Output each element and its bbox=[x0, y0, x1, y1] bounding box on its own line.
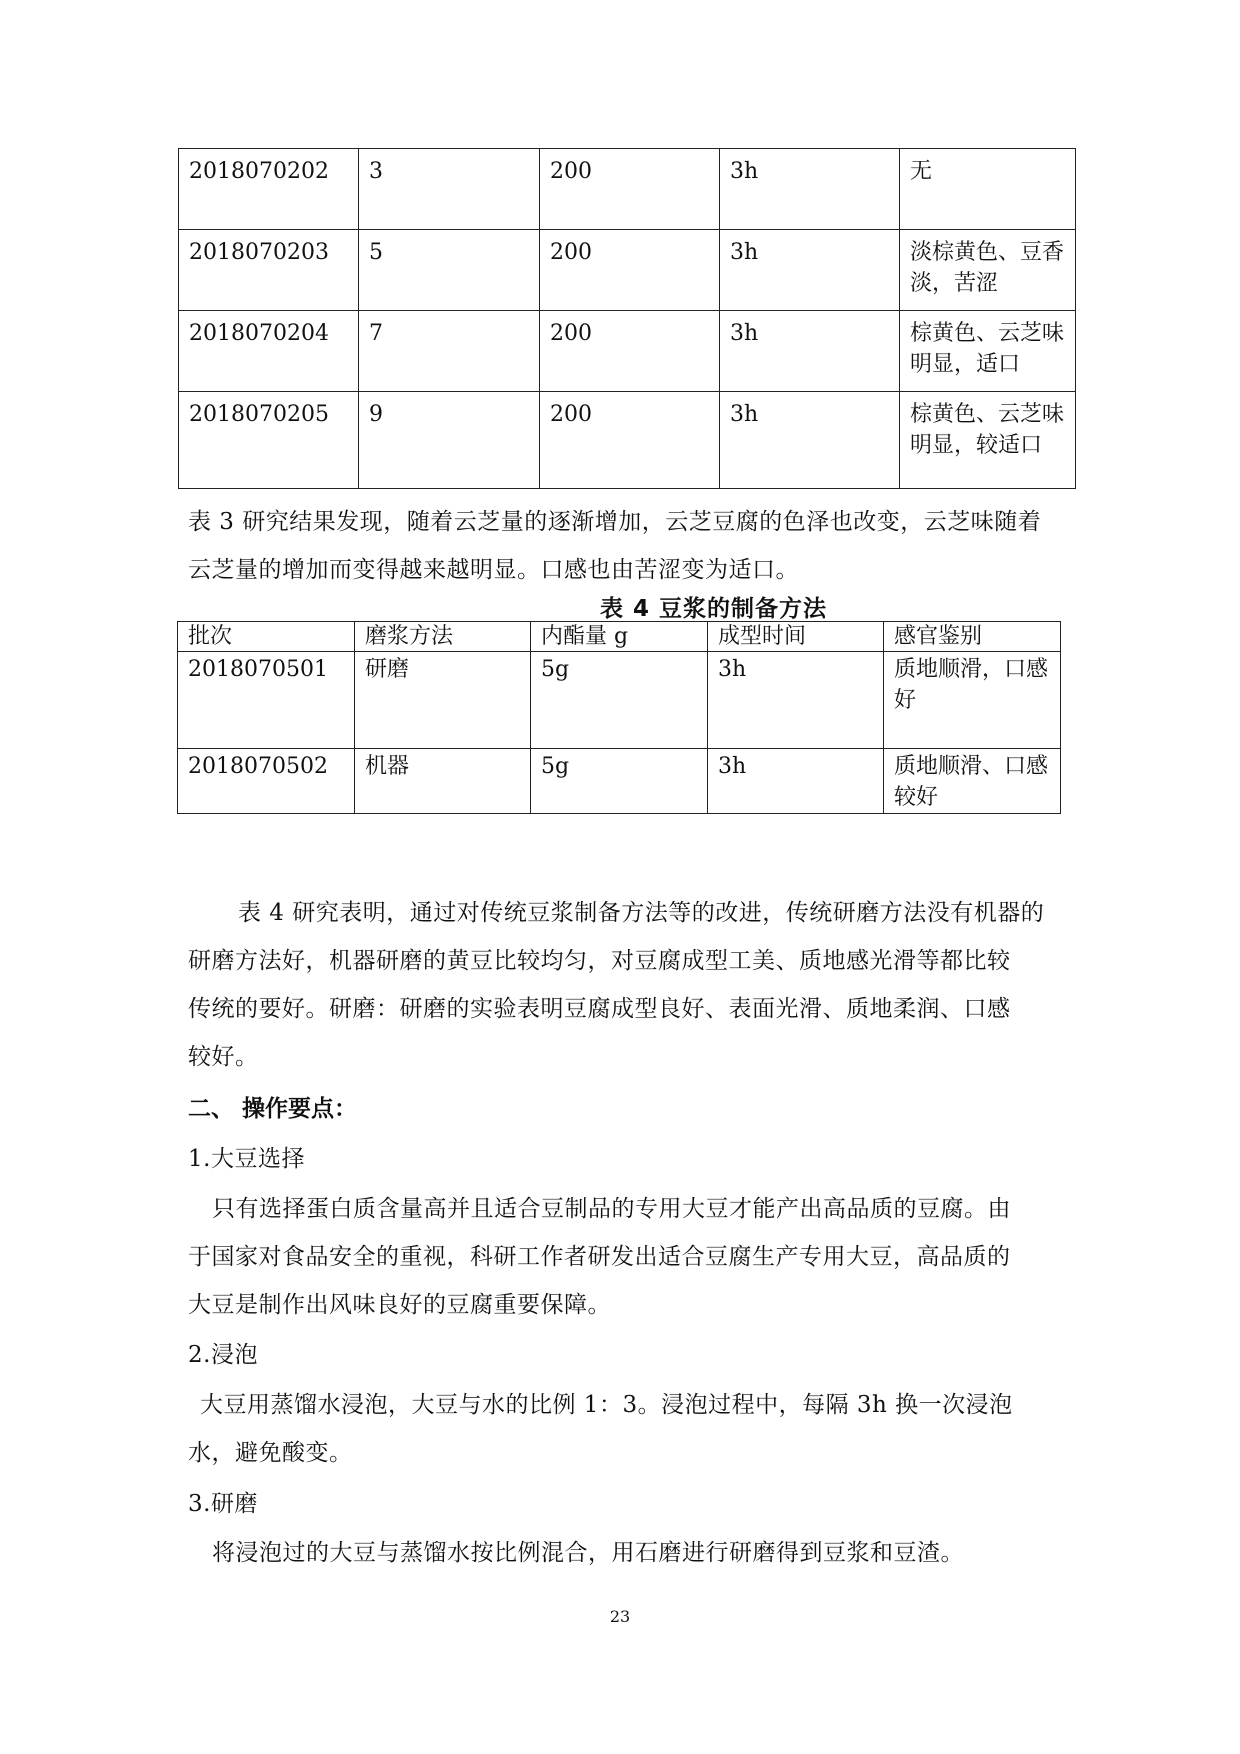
table-cell: 2018070205 bbox=[179, 392, 359, 489]
table-cell: 2018070202 bbox=[179, 149, 359, 230]
table-3-note-line: 云芝量的增加而变得越来越明显。口感也由苦涩变为适口。 bbox=[188, 557, 799, 583]
table-row bbox=[179, 230, 1076, 311]
table-cell: 2018070204 bbox=[179, 311, 359, 392]
table-cell: 2018070501 bbox=[178, 652, 355, 749]
table-header-cell: 磨浆方法 bbox=[355, 622, 531, 652]
table-cell: 3h bbox=[720, 392, 900, 489]
table-cell: 3 bbox=[359, 149, 540, 230]
table-row bbox=[178, 749, 1061, 814]
table-cell: 机器 bbox=[355, 749, 531, 814]
table-cell: 5g bbox=[531, 749, 708, 814]
paragraph-line: 水，避免酸变。 bbox=[188, 1440, 353, 1466]
paragraph-line: 将浸泡过的大豆与蒸馏水按比例混合，用石磨进行研磨得到豆浆和豆渣。 bbox=[212, 1540, 964, 1566]
table-cell: 200 bbox=[540, 230, 720, 311]
table-cell: 200 bbox=[540, 392, 720, 489]
table-header-cell: 感官鉴别 bbox=[884, 622, 1061, 652]
table-header-cell: 批次 bbox=[178, 622, 355, 652]
table-cell: 7 bbox=[359, 311, 540, 392]
paragraph-line: 较好。 bbox=[188, 1044, 259, 1070]
paragraph-line: 大豆是制作出风味良好的豆腐重要保障。 bbox=[188, 1292, 611, 1318]
table-cell: 200 bbox=[540, 149, 720, 230]
table-cell: 2018070502 bbox=[178, 749, 355, 814]
table-cell: 棕黄色、云芝味明显，适口 bbox=[900, 311, 1076, 392]
table-cell: 200 bbox=[540, 311, 720, 392]
table-row bbox=[178, 652, 1061, 749]
table-cell: 5 bbox=[359, 230, 540, 311]
table-cell: 5g bbox=[531, 652, 708, 749]
paragraph-line: 大豆用蒸馏水浸泡，大豆与水的比例 1：3。浸泡过程中，每隔 3h 换一次浸泡 bbox=[200, 1392, 1013, 1418]
table-4 bbox=[177, 621, 1061, 814]
table-cell: 3h bbox=[720, 311, 900, 392]
paragraph-line: 研磨方法好，机器研磨的黄豆比较均匀，对豆腐成型工美、质地感光滑等都比较 bbox=[188, 948, 1011, 974]
table-cell: 9 bbox=[359, 392, 540, 489]
table-header-cell: 成型时间 bbox=[708, 622, 884, 652]
table-cell: 棕黄色、云芝味明显，较适口 bbox=[900, 392, 1076, 489]
table-3 bbox=[178, 148, 1076, 489]
table-cell: 质地顺滑，口感好 bbox=[884, 652, 1061, 749]
paragraph-line: 只有选择蛋白质含量高并且适合豆制品的专用大豆才能产出高品质的豆腐。由 bbox=[212, 1196, 1011, 1222]
table-row bbox=[179, 392, 1076, 489]
subsection-title: 2.浸泡 bbox=[188, 1342, 258, 1368]
table-4-title: 表 4 豆浆的制备方法 bbox=[600, 596, 828, 622]
subsection-title: 3.研磨 bbox=[188, 1491, 258, 1517]
table-cell: 3h bbox=[708, 652, 884, 749]
page-number: 23 bbox=[609, 1607, 631, 1626]
table-header-cell: 内酯量 g bbox=[531, 622, 708, 652]
table-cell: 2018070203 bbox=[179, 230, 359, 311]
paragraph-line: 传统的要好。研磨：研磨的实验表明豆腐成型良好、表面光滑、质地柔润、口感 bbox=[188, 996, 1011, 1022]
table-header-row bbox=[178, 622, 1061, 652]
table-cell: 3h bbox=[708, 749, 884, 814]
table-3-note-line: 表 3 研究结果发现，随着云芝量的逐渐增加，云芝豆腐的色泽也改变，云芝味随着 bbox=[188, 509, 1042, 535]
paragraph-line: 表 4 研究表明，通过对传统豆浆制备方法等的改进，传统研磨方法没有机器的 bbox=[238, 900, 1045, 926]
table-cell: 淡棕黄色、豆香淡，苦涩 bbox=[900, 230, 1076, 311]
table-cell: 研磨 bbox=[355, 652, 531, 749]
table-cell: 质地顺滑、口感较好 bbox=[884, 749, 1061, 814]
table-cell: 3h bbox=[720, 149, 900, 230]
table-row bbox=[179, 311, 1076, 392]
table-cell: 无 bbox=[900, 149, 1076, 230]
section-heading: 二、 操作要点： bbox=[188, 1096, 358, 1122]
subsection-title: 1.大豆选择 bbox=[188, 1146, 305, 1172]
table-cell: 3h bbox=[720, 230, 900, 311]
paragraph-line: 于国家对食品安全的重视，科研工作者研发出适合豆腐生产专用大豆，高品质的 bbox=[188, 1244, 1011, 1270]
table-row bbox=[179, 149, 1076, 230]
